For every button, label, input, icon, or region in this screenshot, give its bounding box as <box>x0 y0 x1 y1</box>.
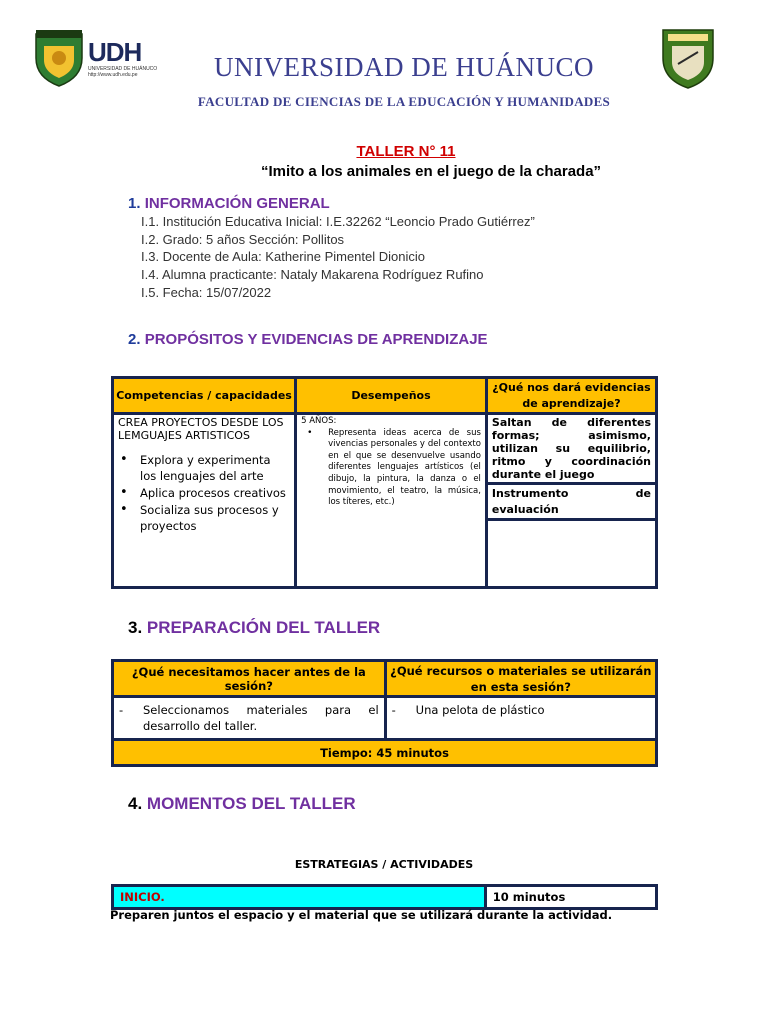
section-3-heading <box>128 618 380 638</box>
section-2-title: PROPÓSITOS Y EVIDENCIAS DE APRENDIZAJE <box>144 331 488 348</box>
section-4-number: 4. <box>128 794 143 813</box>
udh-logo-url: http://www.udh.edu.pe <box>88 72 138 78</box>
momentos-table <box>111 884 658 910</box>
recursos-text: Una pelota de plástico <box>415 703 545 717</box>
header-competencias: Competencias / capacidades <box>113 378 296 414</box>
dash-icon: - <box>391 703 396 717</box>
university-title: UNIVERSIDAD DE HUÁNUCO <box>214 52 594 82</box>
section-3-number: 3. <box>128 618 143 637</box>
section-3-title: PREPARACIÓN DEL TALLER <box>146 618 381 637</box>
desempeno-item: • Representa ideas acerca de sus vivencias personales y del contexto en el que se desenvuelve usando diferentes lenguajes artísticos (el dibujo, la pintura, la danza o el movimiento, el teatro, la música, los títeres, etc.) <box>301 428 481 509</box>
info-item: I.1. Institución Educativa Inicial: I.E.32262 “Leoncio Prado Gutiérrez” <box>141 214 535 229</box>
competencia-name: CREA PROYECTOS DESDE LOS LEMGUAJES ARTISTICOS <box>118 416 284 442</box>
taller-title: “Imito a los animales en el juego de la charada” <box>260 163 602 180</box>
inicio-label: INICIO. <box>113 886 486 909</box>
info-item: I.3. Docente de Aula: Katherine Pimentel Dionicio <box>141 249 426 264</box>
capacidades-list <box>118 452 290 534</box>
udh-logo-subtitle: UNIVERSIDAD DE HUÁNUCO <box>88 66 158 72</box>
capacidad-item: • Explora y experimenta los lenguajes del arte <box>140 452 290 484</box>
tiempo-cell: Tiempo: 45 minutos <box>113 740 657 766</box>
info-item: I.2. Grado: 5 años Sección: Pollitos <box>141 232 345 247</box>
estrategias-heading: ESTRATEGIAS / ACTIVIDADES <box>294 858 474 871</box>
section-2-heading <box>128 331 488 348</box>
capacidad-item: • Socializa sus procesos y proyectos <box>140 502 290 534</box>
recursos-item <box>392 702 650 718</box>
preparacion-table <box>111 659 658 767</box>
evidencia-cell: Saltan de diferentes formas; asimismo, utilizan su equilibrio, ritmo y coordinación durante el juego <box>486 414 656 484</box>
header-desempenos: Desempeños <box>296 378 487 414</box>
faculty-title: FACULTAD DE CIENCIAS DE LA EDUCACIÓN Y HUMANIDADES <box>197 94 611 109</box>
edad-label: 5 AÑOS: <box>301 416 337 426</box>
antes-cell <box>113 697 386 740</box>
info-item: I.4. Alumna practicante: Nataly Makarena Rodríguez Rufino <box>141 267 484 282</box>
info-item: I.5. Fecha: 15/07/2022 <box>141 285 272 300</box>
desempenos-cell <box>296 414 487 588</box>
section-1-number: 1. <box>128 195 141 212</box>
section-1-title: INFORMACIÓN GENERAL <box>144 195 330 212</box>
propositos-table <box>111 376 658 589</box>
recursos-cell <box>385 697 656 740</box>
section-1-heading <box>128 195 330 212</box>
dash-icon: - <box>119 703 124 717</box>
section-4-heading <box>128 794 356 814</box>
header-evidencias: ¿Qué nos dará evidencias de aprendizaje? <box>486 378 656 414</box>
section-4-title: MOMENTOS DEL TALLER <box>146 794 356 813</box>
header-antes: ¿Qué necesitamos hacer antes de la sesión? <box>113 661 386 697</box>
instrumento-cell <box>486 484 656 588</box>
competencias-cell <box>113 414 296 588</box>
capacidad-item: • Aplica procesos creativos <box>140 485 290 501</box>
taller-number: TALLER N° 11 <box>356 143 456 160</box>
instrumento-label: Instrumento de evaluación <box>488 485 655 521</box>
inicio-description: Preparen juntos el espacio y el material que se utilizará durante la actividad. <box>110 908 613 922</box>
inicio-time: 10 minutos <box>485 886 656 909</box>
antes-text: Seleccionamos materiales para el desarrollo del taller. <box>143 703 379 733</box>
udh-logo-text: UDH <box>88 37 142 67</box>
section-2-number: 2. <box>128 331 141 348</box>
antes-item <box>119 702 379 734</box>
header-recursos: ¿Qué recursos o materiales se utilizarán en esta sesión? <box>385 661 656 697</box>
